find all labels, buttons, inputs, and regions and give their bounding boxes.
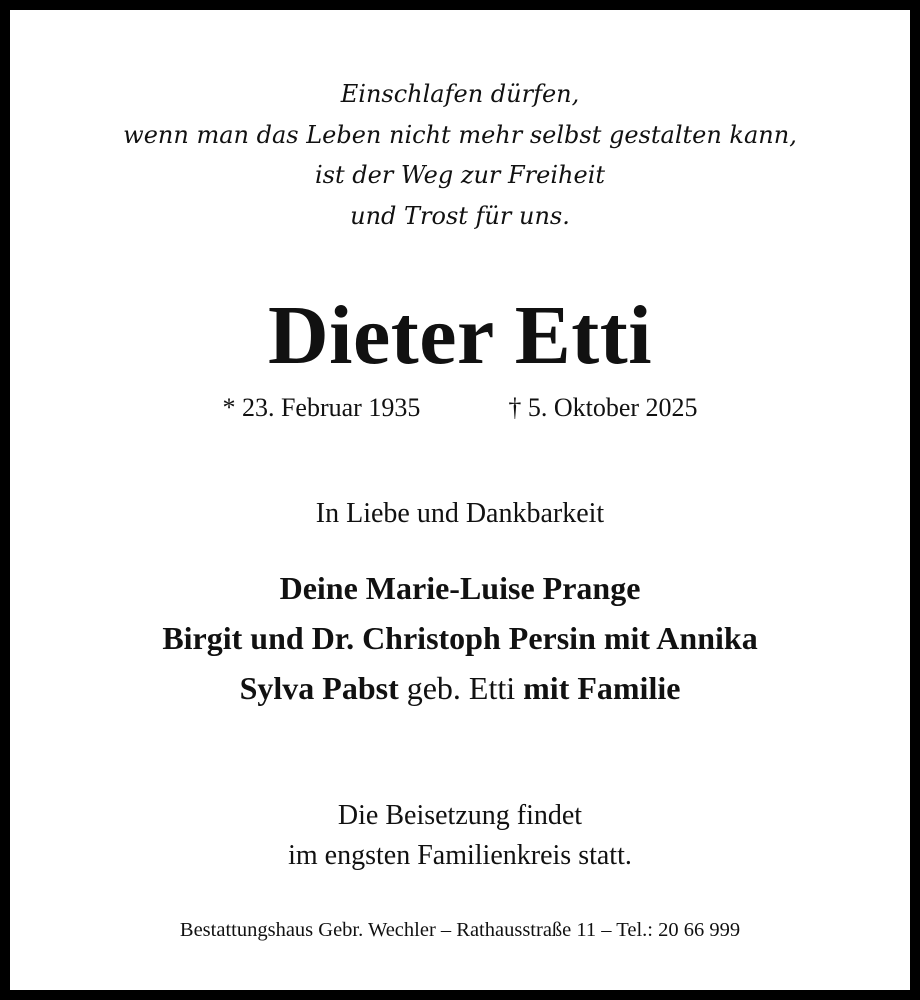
mourner-name: Sylva Pabst (239, 670, 399, 706)
poem-line: und Trost für uns. (350, 201, 570, 230)
mourner-line: Birgit und Dr. Christoph Persin mit Annika (162, 620, 758, 656)
poem-line: ist der Weg zur Freiheit (314, 161, 606, 189)
poem-line: Einschlafen dürfen, (340, 80, 580, 108)
mourner-line: Deine Marie-Luise Prange (279, 570, 641, 606)
burial-notice (20, 796, 900, 876)
deceased-name: Dieter Etti (267, 289, 653, 382)
funeral-home-contact: Bestattungshaus Gebr. Wechler – Rathausstraße 11 – Tel.: 20 66 999 (179, 919, 741, 941)
poem-line: wenn man das Leben nicht mehr selbst gestalten kann, (123, 120, 797, 149)
mourner-suffix: mit Familie (523, 670, 681, 706)
mourner-line (20, 663, 900, 713)
dedication: In Liebe und Dankbarkeit (315, 498, 605, 529)
burial-line: im engsten Familienkreis statt. (288, 840, 632, 871)
birth-date: * 23. Februar 1935 (222, 393, 421, 422)
burial-line: Die Beisetzung findet (337, 800, 583, 831)
mourner-birth-name: geb. Etti (406, 670, 516, 706)
death-date: † 5. Oktober 2025 (508, 393, 698, 422)
mourners-list (20, 563, 900, 713)
life-dates (20, 390, 900, 426)
poem (20, 74, 900, 236)
